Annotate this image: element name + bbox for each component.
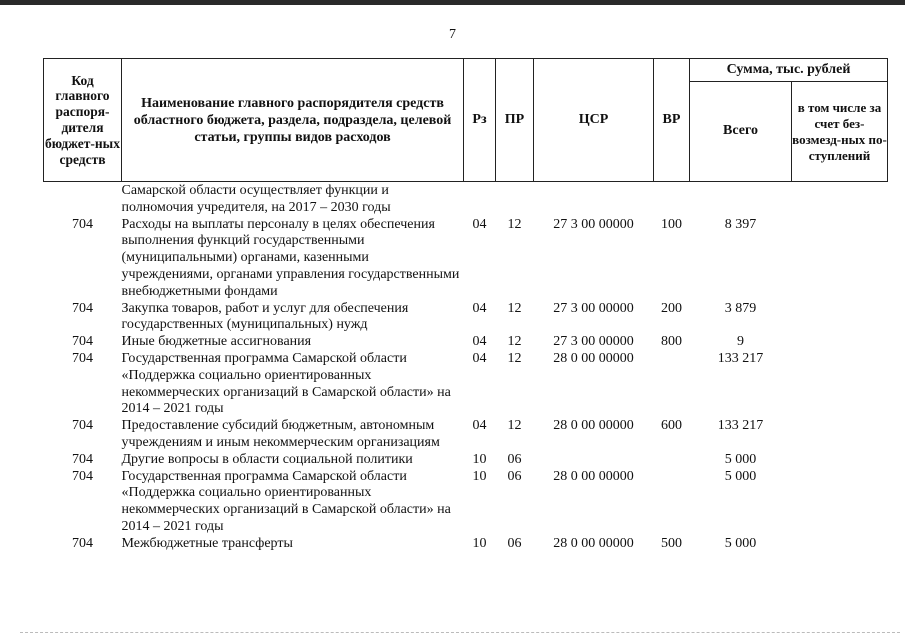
row-name: Самарской области осуществляет функции и полномочия учредителя, на 2017 – 2030 годы — [121, 183, 391, 215]
row-pr: 06 — [507, 468, 522, 484]
table-row — [44, 182, 888, 217]
row-total — [690, 182, 792, 217]
row-name: Государственная программа Самарской области «Поддержка социально ориентированных некоммерческих организаций в Самарской области» на 2014 – 2021 годы — [121, 350, 451, 417]
row-including — [792, 469, 888, 536]
row-csr: 28 0 00 00000 — [553, 535, 634, 551]
budget-table — [43, 58, 888, 553]
page-bottom-divider — [20, 632, 900, 633]
row-name: Расходы на выплаты персоналу в целях обеспечения выполнения функций государственными (муниципальными) органами, казенными учреждениями, органами управления государственными внебюджетными фондами — [121, 216, 460, 299]
row-code: 704 — [72, 451, 93, 467]
row-code: 704 — [72, 350, 93, 366]
header-rz: Рз — [464, 59, 496, 182]
table-row — [44, 452, 888, 469]
header-pr: ПР — [496, 59, 534, 182]
row-total: 3 879 — [724, 300, 757, 316]
row-total: 8 397 — [724, 216, 757, 232]
row-including — [792, 351, 888, 418]
table-header — [44, 59, 888, 182]
page-top-edge — [0, 0, 905, 5]
header-total: Всего — [690, 82, 792, 182]
row-csr: 28 0 00 00000 — [553, 418, 634, 434]
row-total: 133 217 — [717, 350, 764, 366]
row-code: 704 — [72, 334, 93, 350]
row-code: 704 — [72, 418, 93, 434]
row-code: 704 — [72, 300, 93, 316]
row-pr: 06 — [507, 451, 522, 467]
row-including — [792, 334, 888, 351]
row-pr: 12 — [507, 216, 522, 232]
row-csr: 27 3 00 00000 — [553, 300, 634, 316]
row-vr: 600 — [661, 418, 682, 434]
table-row — [44, 469, 888, 536]
row-csr — [534, 182, 654, 217]
row-including — [792, 536, 888, 553]
table-row — [44, 217, 888, 301]
row-csr: 28 0 00 00000 — [553, 350, 634, 366]
row-vr: 800 — [661, 334, 682, 350]
row-name: Межбюджетные трансферты — [121, 535, 293, 551]
row-rz: 04 — [472, 418, 487, 434]
row-code: 704 — [72, 216, 93, 232]
row-including — [792, 418, 888, 452]
row-name: Иные бюджетные ассигнования — [121, 334, 312, 350]
row-vr: 500 — [661, 535, 682, 551]
row-rz — [464, 182, 496, 217]
row-vr: 200 — [661, 300, 682, 316]
table-row — [44, 418, 888, 452]
table-body — [44, 182, 888, 553]
row-rz: 04 — [472, 300, 487, 316]
row-name: Государственная программа Самарской области «Поддержка социально ориентированных некоммерческих организаций в Самарской области» на 2014 – 2021 годы — [121, 468, 451, 534]
header-including: в том числе за счет без-возмезд-ных по-ступлений — [792, 82, 888, 182]
row-rz: 04 — [472, 334, 487, 350]
row-name: Предоставление субсидий бюджетным, автономным учреждениям и иным некоммерческим организациям — [121, 418, 440, 450]
row-total: 5 000 — [724, 468, 757, 484]
row-vr — [654, 182, 690, 217]
row-vr — [654, 469, 690, 536]
table-row — [44, 351, 888, 418]
row-total: 9 — [737, 334, 744, 350]
row-rz: 04 — [472, 216, 487, 232]
row-including — [792, 182, 888, 217]
row-pr: 12 — [507, 334, 522, 350]
table-row — [44, 301, 888, 335]
table-row — [44, 536, 888, 553]
row-vr — [654, 452, 690, 469]
row-rz: 10 — [472, 468, 487, 484]
row-code: 704 — [72, 468, 93, 484]
header-sum-group: Сумма, тыс. рублей — [690, 59, 888, 82]
row-code: 704 — [72, 535, 93, 551]
row-pr: 12 — [507, 350, 522, 366]
row-csr — [534, 452, 654, 469]
page-number: 7 — [449, 27, 456, 42]
row-including — [792, 301, 888, 335]
row-name: Другие вопросы в области социальной политики — [121, 451, 413, 467]
table-row — [44, 334, 888, 351]
row-code — [44, 182, 122, 217]
row-rz: 04 — [472, 350, 487, 366]
header-csr: ЦСР — [534, 59, 654, 182]
header-name: Наименование главного распорядителя средств областного бюджета, раздела, подраздела, целевой статьи, группы видов расходов — [122, 59, 464, 182]
row-including — [792, 452, 888, 469]
header-code: Код главного распоря-дителя бюджет-ных средств — [44, 59, 122, 182]
row-total: 5 000 — [724, 451, 757, 467]
row-pr: 12 — [507, 418, 522, 434]
row-pr — [496, 182, 534, 217]
row-csr: 27 3 00 00000 — [553, 334, 634, 350]
row-pr: 12 — [507, 300, 522, 316]
row-rz: 10 — [472, 535, 487, 551]
row-vr: 100 — [661, 216, 682, 232]
row-rz: 10 — [472, 451, 487, 467]
row-pr: 06 — [507, 535, 522, 551]
row-total: 133 217 — [717, 418, 764, 434]
header-vr: ВР — [654, 59, 690, 182]
row-total: 5 000 — [724, 535, 757, 551]
row-including — [792, 217, 888, 301]
row-csr: 28 0 00 00000 — [553, 468, 634, 484]
row-vr — [654, 351, 690, 418]
row-csr: 27 3 00 00000 — [553, 216, 634, 232]
row-name: Закупка товаров, работ и услуг для обеспечения государственных (муниципальных) нужд — [121, 300, 409, 333]
